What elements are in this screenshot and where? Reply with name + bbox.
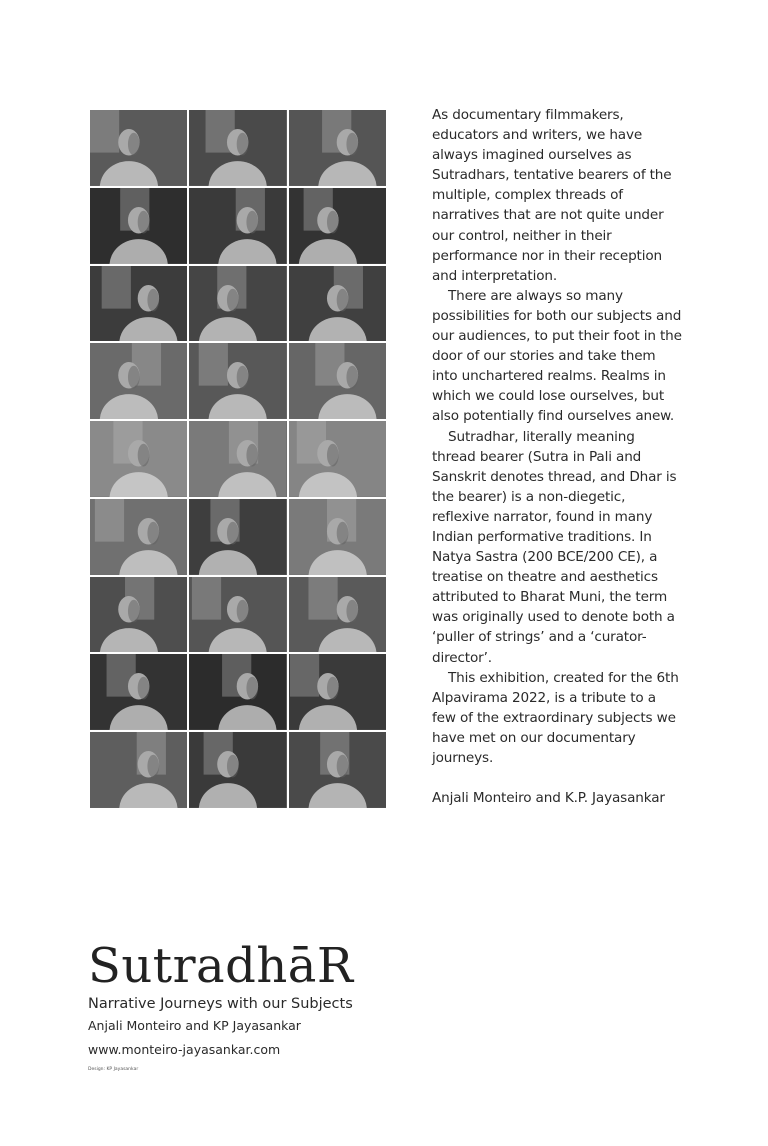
exhibition-title: SutradhāR bbox=[88, 938, 354, 994]
photo-still-r6-c1 bbox=[90, 499, 187, 575]
photo-still-r3-c3 bbox=[289, 266, 386, 342]
photo-still-r6-c3 bbox=[289, 499, 386, 575]
photo-still-r8-c1 bbox=[90, 654, 187, 730]
photo-still-r4-c1 bbox=[90, 343, 187, 419]
essay-paragraph-3: Sutradhar, literally meaning thread bearer (Sutra in Pali and Sanskrit denotes thread, and Dhar is the bearer) is a non-diegetic, reflexive narrator, found in many Indian performative traditions. In Natya Sastra (200 BCE/200 CE), a treatise on theatre and aesthetics attributed to Bharat Muni, the term was originally used to denote both a ‘puller of strings’ and a ‘curator-director’. bbox=[432, 428, 677, 666]
photo-still-r1-c1 bbox=[90, 110, 187, 186]
photo-still-r8-c3 bbox=[289, 654, 386, 730]
photo-still-r4-c2 bbox=[189, 343, 286, 419]
photo-still-r1-c2 bbox=[189, 110, 286, 186]
photo-still-r5-c3 bbox=[289, 421, 386, 497]
photo-still-r2-c3 bbox=[289, 188, 386, 264]
title-block bbox=[88, 938, 508, 1072]
essay-text bbox=[432, 105, 682, 808]
design-credit: Design: KP Jayasankar bbox=[88, 1067, 139, 1072]
photo-still-r5-c1 bbox=[90, 421, 187, 497]
photo-still-r9-c2 bbox=[189, 732, 286, 808]
photo-still-r5-c2 bbox=[189, 421, 286, 497]
photo-still-r9-c1 bbox=[90, 732, 187, 808]
photo-still-r9-c3 bbox=[289, 732, 386, 808]
photo-still-r3-c2 bbox=[189, 266, 286, 342]
photo-still-r7-c1 bbox=[90, 577, 187, 653]
photo-still-r2-c2 bbox=[189, 188, 286, 264]
photo-still-r2-c1 bbox=[90, 188, 187, 264]
photo-still-r8-c2 bbox=[189, 654, 286, 730]
essay-paragraph-4: This exhibition, created for the 6th Alpavirama 2022, is a tribute to a few of the extraordinary subjects we have met on our documentary journeys. bbox=[432, 669, 679, 766]
photo-still-r4-c3 bbox=[289, 343, 386, 419]
website-link[interactable]: www.monteiro-jayasankar.com bbox=[88, 1042, 281, 1057]
essay-paragraph-1: As documentary filmmakers, educators and writers, we have always imagined ourselves as Sutradhars, tentative bearers of the multiple, complex threads of narratives that are not quite under our control, neither in their performance nor in their reception and interpretation. bbox=[432, 107, 672, 284]
photo-still-r7-c3 bbox=[289, 577, 386, 653]
photo-still-r6-c2 bbox=[189, 499, 286, 575]
essay-signature: Anjali Monteiro and K.P. Jayasankar bbox=[432, 790, 665, 807]
photo-grid bbox=[90, 110, 386, 808]
exhibition-authors: Anjali Monteiro and KP Jayasankar bbox=[88, 1018, 301, 1033]
photo-still-r7-c2 bbox=[189, 577, 286, 653]
photo-still-r3-c1 bbox=[90, 266, 187, 342]
photo-still-r1-c3 bbox=[289, 110, 386, 186]
essay-paragraph-2: There are always so many possibilities for both our subjects and our audiences, to put their foot in the door of our stories and take them into unchartered realms. Realms in which we could lose ourselves, but also potentially find ourselves anew. bbox=[432, 287, 682, 425]
exhibition-subtitle: Narrative Journeys with our Subjects bbox=[88, 996, 353, 1012]
